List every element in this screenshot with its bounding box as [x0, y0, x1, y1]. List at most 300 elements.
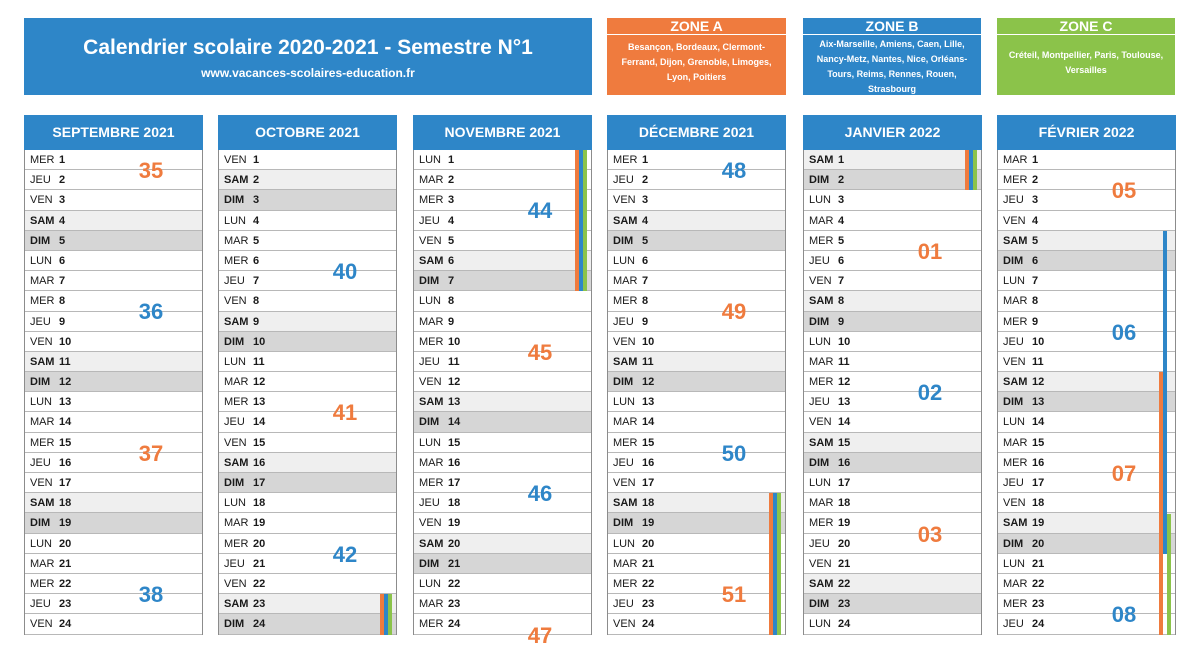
- weekday-label: JEU: [30, 174, 51, 187]
- day-row: [998, 554, 1175, 574]
- weekday-label: MER: [1003, 456, 1028, 469]
- weekday-label: JEU: [613, 456, 634, 469]
- day-row: [414, 594, 591, 614]
- day-row: [804, 291, 981, 311]
- day-number: 23: [448, 598, 461, 611]
- day-number: 17: [838, 477, 851, 489]
- weekday-label: JEU: [809, 254, 830, 267]
- day-number: 1: [59, 154, 66, 166]
- day-row: [804, 433, 981, 453]
- day-number: 11: [59, 355, 71, 368]
- day-number: 6: [59, 254, 66, 267]
- day-row: [608, 190, 785, 210]
- weekday-label: LUN: [419, 154, 442, 166]
- weekday-label: LUN: [30, 396, 53, 409]
- day-number: 14: [448, 416, 461, 429]
- day-row: [998, 392, 1175, 412]
- weekday-label: MAR: [419, 174, 444, 187]
- day-number: 18: [59, 497, 72, 510]
- day-number: 15: [59, 436, 72, 449]
- weekday-label: SAM: [224, 315, 249, 328]
- day-number: 1: [838, 154, 845, 166]
- day-row: [998, 211, 1175, 231]
- weekday-label: VEN: [1003, 497, 1026, 510]
- day-row: [608, 392, 785, 412]
- day-row: [219, 453, 396, 473]
- holiday-bar-zone-c: [583, 150, 587, 291]
- zone-a-cities: Besançon, Bordeaux, Clermont-Ferrand, Dijon, Grenoble, Limoges, Lyon, Poitiers: [621, 42, 772, 82]
- weekday-label: SAM: [613, 355, 638, 368]
- day-number: 15: [448, 436, 461, 449]
- week-number: 47: [527, 622, 553, 648]
- weekday-label: DIM: [419, 557, 440, 570]
- holiday-bar-zone-c: [1167, 514, 1171, 635]
- weekday-label: LUN: [30, 537, 53, 550]
- day-row: [998, 251, 1175, 271]
- day-number: 12: [253, 376, 266, 389]
- weekday-label: DIM: [224, 194, 245, 207]
- week-number: 08: [1111, 602, 1137, 628]
- day-row: [608, 352, 785, 372]
- zone-c-box: [997, 18, 1175, 95]
- week-number: 02: [917, 380, 943, 406]
- day-number: 17: [642, 477, 655, 489]
- day-row: [25, 513, 202, 533]
- day-number: 16: [448, 456, 461, 469]
- day-number: 19: [448, 517, 461, 530]
- day-row: [414, 312, 591, 332]
- day-row: [414, 534, 591, 554]
- day-row: [25, 211, 202, 231]
- weekday-label: JEU: [809, 396, 830, 409]
- weekday-label: MAR: [809, 355, 834, 368]
- weekday-label: JEU: [1003, 618, 1024, 631]
- day-number: 12: [1032, 376, 1045, 389]
- weekday-label: MER: [613, 436, 638, 449]
- weekday-label: MER: [1003, 598, 1028, 611]
- day-row: [804, 332, 981, 352]
- day-row: [998, 352, 1175, 372]
- day-number: 17: [1032, 477, 1045, 489]
- weekday-label: MER: [613, 577, 638, 590]
- weekday-label: SAM: [224, 456, 249, 469]
- weekday-label: MER: [224, 396, 249, 409]
- day-number: 22: [1032, 577, 1045, 590]
- weekday-label: LUN: [224, 497, 247, 510]
- day-number: 3: [448, 194, 455, 207]
- weekday-label: DIM: [30, 234, 51, 247]
- weekday-label: MAR: [613, 275, 638, 288]
- weekday-label: VEN: [1003, 214, 1026, 227]
- day-number: 4: [1032, 214, 1039, 227]
- month-header: NOVEMBRE 2021: [413, 115, 592, 150]
- weekday-label: MER: [809, 234, 834, 247]
- day-row: [414, 453, 591, 473]
- month-header: SEPTEMBRE 2021: [24, 115, 203, 150]
- day-number: 22: [253, 577, 266, 590]
- day-number: 7: [448, 275, 455, 288]
- day-row: [414, 231, 591, 251]
- weekday-label: LUN: [809, 477, 832, 489]
- day-number: 11: [448, 355, 460, 368]
- weekday-label: SAM: [419, 396, 444, 409]
- month-column: [997, 115, 1176, 635]
- week-number: 05: [1111, 178, 1137, 204]
- day-number: 14: [253, 416, 266, 429]
- week-number: 38: [138, 582, 164, 608]
- day-number: 10: [1032, 335, 1045, 348]
- day-list: [413, 150, 592, 648]
- zone-c-title: ZONE C: [997, 18, 1175, 35]
- day-row: [608, 614, 785, 634]
- day-number: 8: [448, 295, 455, 308]
- zone-b-title: ZONE B: [803, 18, 981, 35]
- weekday-label: VEN: [613, 335, 636, 348]
- weekday-label: LUN: [30, 254, 53, 267]
- day-number: 10: [253, 335, 266, 348]
- day-row: [25, 554, 202, 574]
- day-row: [414, 291, 591, 311]
- weekday-label: JEU: [224, 557, 245, 570]
- day-number: 18: [1032, 497, 1045, 510]
- day-list: [803, 150, 982, 635]
- weekday-label: JEU: [30, 456, 51, 469]
- day-row: [608, 473, 785, 493]
- day-number: 24: [642, 618, 655, 631]
- weekday-label: VEN: [809, 557, 832, 570]
- month-column: [218, 115, 397, 635]
- day-number: 24: [448, 618, 461, 631]
- weekday-label: MER: [30, 436, 55, 449]
- weekday-label: LUN: [1003, 557, 1026, 570]
- day-number: 11: [253, 355, 265, 368]
- day-row: [414, 271, 591, 291]
- day-row: [414, 392, 591, 412]
- weekday-label: VEN: [419, 234, 442, 247]
- day-row: [219, 170, 396, 190]
- day-number: 9: [838, 315, 845, 328]
- weekday-label: DIM: [30, 517, 51, 530]
- day-number: 12: [59, 376, 72, 389]
- day-number: 6: [838, 254, 845, 267]
- day-number: 9: [642, 315, 649, 328]
- day-number: 2: [253, 174, 260, 187]
- day-number: 8: [253, 295, 260, 308]
- week-number: 40: [332, 259, 358, 284]
- day-number: 7: [1032, 275, 1039, 288]
- weekday-label: DIM: [30, 376, 51, 389]
- weekday-label: MAR: [613, 557, 638, 570]
- weekday-label: MER: [419, 477, 444, 489]
- day-number: 23: [59, 598, 72, 611]
- day-number: 23: [253, 598, 266, 611]
- weekday-label: DIM: [1003, 537, 1024, 550]
- day-number: 17: [253, 477, 266, 489]
- day-number: 20: [59, 537, 72, 550]
- day-row: [414, 433, 591, 453]
- day-row: [804, 594, 981, 614]
- weekday-label: SAM: [809, 436, 834, 449]
- day-row: [804, 170, 981, 190]
- weekday-label: VEN: [419, 517, 442, 530]
- day-number: 10: [642, 335, 655, 348]
- day-list: [218, 150, 397, 635]
- day-row: [414, 554, 591, 574]
- day-number: 12: [642, 376, 655, 389]
- day-row: [608, 493, 785, 513]
- weekday-label: DIM: [1003, 396, 1024, 409]
- weekday-label: MAR: [30, 275, 55, 288]
- day-row: [219, 473, 396, 493]
- weekday-label: JEU: [613, 598, 634, 611]
- month-header: DÉCEMBRE 2021: [607, 115, 786, 150]
- weekday-label: VEN: [613, 194, 636, 207]
- day-row: [414, 513, 591, 533]
- weekday-label: VEN: [224, 577, 247, 590]
- day-number: 23: [1032, 598, 1045, 611]
- weekday-label: VEN: [30, 618, 53, 631]
- weekday-label: VEN: [809, 416, 832, 429]
- day-number: 12: [838, 376, 851, 389]
- day-number: 2: [448, 174, 455, 187]
- day-number: 22: [448, 577, 461, 590]
- weekday-label: MER: [30, 154, 55, 166]
- week-number: 37: [138, 440, 164, 466]
- weekday-label: LUN: [809, 335, 832, 348]
- holiday-bar-zone-c: [777, 493, 781, 634]
- day-row: [998, 493, 1175, 513]
- day-number: 19: [642, 517, 655, 530]
- weekday-label: LUN: [613, 537, 636, 550]
- week-number: 49: [721, 299, 747, 325]
- weekday-label: VEN: [224, 436, 247, 449]
- weekday-label: JEU: [30, 315, 51, 328]
- day-number: 18: [838, 497, 851, 510]
- zone-a-box: [607, 18, 786, 95]
- month-column: [607, 115, 786, 635]
- day-number: 15: [253, 436, 266, 449]
- weekday-label: DIM: [809, 174, 830, 187]
- weekday-label: JEU: [809, 537, 830, 550]
- weekday-label: MER: [809, 376, 834, 389]
- weekday-label: SAM: [224, 174, 249, 187]
- weekday-label: MER: [613, 154, 638, 166]
- month-header: JANVIER 2022: [803, 115, 982, 150]
- day-number: 17: [448, 477, 461, 489]
- day-number: 5: [642, 234, 649, 247]
- week-number: 35: [138, 158, 164, 183]
- weekday-label: LUN: [1003, 416, 1026, 429]
- weekday-label: SAM: [30, 214, 55, 227]
- day-number: 13: [642, 396, 655, 409]
- weekday-label: MAR: [224, 517, 249, 530]
- day-row: [219, 513, 396, 533]
- week-number: 03: [917, 521, 943, 547]
- weekday-label: VEN: [1003, 355, 1026, 368]
- day-row: [608, 412, 785, 432]
- day-number: 4: [642, 214, 649, 227]
- month-header: OCTOBRE 2021: [218, 115, 397, 150]
- holiday-bar-zone-a: [1159, 372, 1163, 635]
- day-number: 13: [1032, 396, 1045, 409]
- day-number: 20: [448, 537, 461, 550]
- day-number: 19: [59, 517, 72, 530]
- weekday-label: DIM: [1003, 254, 1024, 267]
- weekday-label: MAR: [1003, 154, 1028, 166]
- day-number: 21: [1032, 557, 1045, 570]
- weekday-label: MAR: [1003, 577, 1028, 590]
- day-row: [414, 170, 591, 190]
- day-list: [997, 150, 1176, 635]
- week-number: 01: [917, 238, 943, 264]
- holiday-bar-zone-c: [973, 150, 977, 190]
- weekday-label: JEU: [419, 355, 440, 368]
- weekday-label: VEN: [809, 275, 832, 288]
- weekday-label: DIM: [809, 315, 830, 328]
- day-row: [608, 251, 785, 271]
- weekday-label: MAR: [419, 456, 444, 469]
- weekday-label: JEU: [613, 174, 634, 187]
- weekday-label: MAR: [419, 598, 444, 611]
- day-number: 4: [448, 214, 455, 227]
- day-number: 3: [253, 194, 260, 207]
- day-number: 20: [1032, 537, 1045, 550]
- week-number: 44: [527, 198, 553, 224]
- day-row: [414, 372, 591, 392]
- weekday-label: MER: [30, 577, 55, 590]
- day-number: 14: [1032, 416, 1045, 429]
- day-number: 14: [838, 416, 851, 429]
- weekday-label: LUN: [809, 618, 832, 631]
- day-number: 13: [448, 396, 461, 409]
- day-row: [25, 352, 202, 372]
- day-row: [804, 453, 981, 473]
- day-number: 10: [59, 335, 72, 348]
- day-row: [608, 513, 785, 533]
- day-row: [998, 150, 1175, 170]
- weekday-label: VEN: [613, 477, 636, 489]
- day-number: 16: [838, 456, 851, 469]
- day-number: 9: [448, 315, 455, 328]
- day-number: 20: [838, 537, 851, 550]
- day-row: [25, 271, 202, 291]
- holiday-bar-zone-b: [1163, 231, 1167, 554]
- day-row: [219, 352, 396, 372]
- weekday-label: VEN: [30, 477, 53, 489]
- site-url[interactable]: www.vacances-scolaires-education.fr: [201, 66, 415, 80]
- weekday-label: SAM: [30, 355, 55, 368]
- day-row: [608, 372, 785, 392]
- day-row: [219, 150, 396, 170]
- day-row: [804, 211, 981, 231]
- weekday-label: MAR: [1003, 436, 1028, 449]
- page-title: Calendrier scolaire 2020-2021 - Semestre N°1: [83, 36, 533, 59]
- day-row: [219, 312, 396, 332]
- weekday-label: LUN: [809, 194, 832, 207]
- zone-a-title: ZONE A: [607, 18, 786, 35]
- day-number: 18: [448, 497, 461, 510]
- day-number: 15: [642, 436, 655, 449]
- day-number: 1: [1032, 154, 1039, 166]
- day-number: 4: [838, 214, 845, 227]
- day-number: 11: [838, 355, 850, 368]
- weekday-label: MER: [1003, 174, 1028, 187]
- day-number: 18: [642, 497, 655, 510]
- weekday-label: VEN: [224, 295, 247, 308]
- day-row: [414, 574, 591, 594]
- day-number: 6: [642, 254, 649, 267]
- day-number: 24: [59, 618, 72, 631]
- day-row: [998, 574, 1175, 594]
- day-number: 16: [642, 456, 655, 469]
- weekday-label: SAM: [30, 497, 55, 510]
- zone-c-cities: Créteil, Montpellier, Paris, Toulouse, Versailles: [1008, 50, 1164, 75]
- day-number: 1: [642, 154, 649, 166]
- day-number: 17: [59, 477, 72, 489]
- day-number: 2: [1032, 174, 1039, 187]
- day-number: 8: [838, 295, 845, 308]
- day-row: [219, 190, 396, 210]
- day-number: 7: [838, 275, 845, 288]
- day-row: [414, 251, 591, 271]
- day-number: 7: [642, 275, 649, 288]
- weekday-label: SAM: [613, 497, 638, 510]
- week-number: 51: [721, 582, 747, 608]
- day-row: [998, 412, 1175, 432]
- day-row: [804, 352, 981, 372]
- day-number: 13: [253, 396, 266, 409]
- day-number: 20: [253, 537, 266, 550]
- weekday-label: JEU: [613, 315, 634, 328]
- weekday-label: SAM: [1003, 376, 1028, 389]
- day-number: 10: [838, 335, 851, 348]
- day-row: [804, 614, 981, 634]
- day-number: 15: [1032, 436, 1045, 449]
- weekday-label: SAM: [613, 214, 638, 227]
- weekday-label: DIM: [224, 335, 245, 348]
- weekday-label: SAM: [419, 537, 444, 550]
- day-row: [608, 231, 785, 251]
- day-row: [608, 534, 785, 554]
- weekday-label: MER: [809, 517, 834, 530]
- weekday-label: JEU: [224, 416, 245, 429]
- weekday-label: MAR: [613, 416, 638, 429]
- zone-b-box: [803, 18, 981, 95]
- weekday-label: SAM: [419, 254, 444, 267]
- day-row: [25, 332, 202, 352]
- day-row: [804, 150, 981, 170]
- day-number: 2: [642, 174, 649, 187]
- day-row: [25, 473, 202, 493]
- day-number: 3: [642, 194, 649, 207]
- day-row: [608, 554, 785, 574]
- weekday-label: JEU: [1003, 335, 1024, 348]
- weekday-label: SAM: [809, 577, 834, 590]
- day-number: 21: [448, 557, 461, 570]
- day-row: [998, 433, 1175, 453]
- weekday-label: MAR: [419, 315, 444, 328]
- day-number: 20: [642, 537, 655, 550]
- weekday-label: MAR: [809, 497, 834, 510]
- day-row: [219, 493, 396, 513]
- day-number: 4: [59, 214, 66, 227]
- weekday-label: SAM: [1003, 517, 1028, 530]
- day-number: 21: [642, 557, 655, 570]
- day-row: [219, 574, 396, 594]
- day-number: 23: [642, 598, 655, 611]
- weekday-label: JEU: [30, 598, 51, 611]
- weekday-label: VEN: [30, 335, 53, 348]
